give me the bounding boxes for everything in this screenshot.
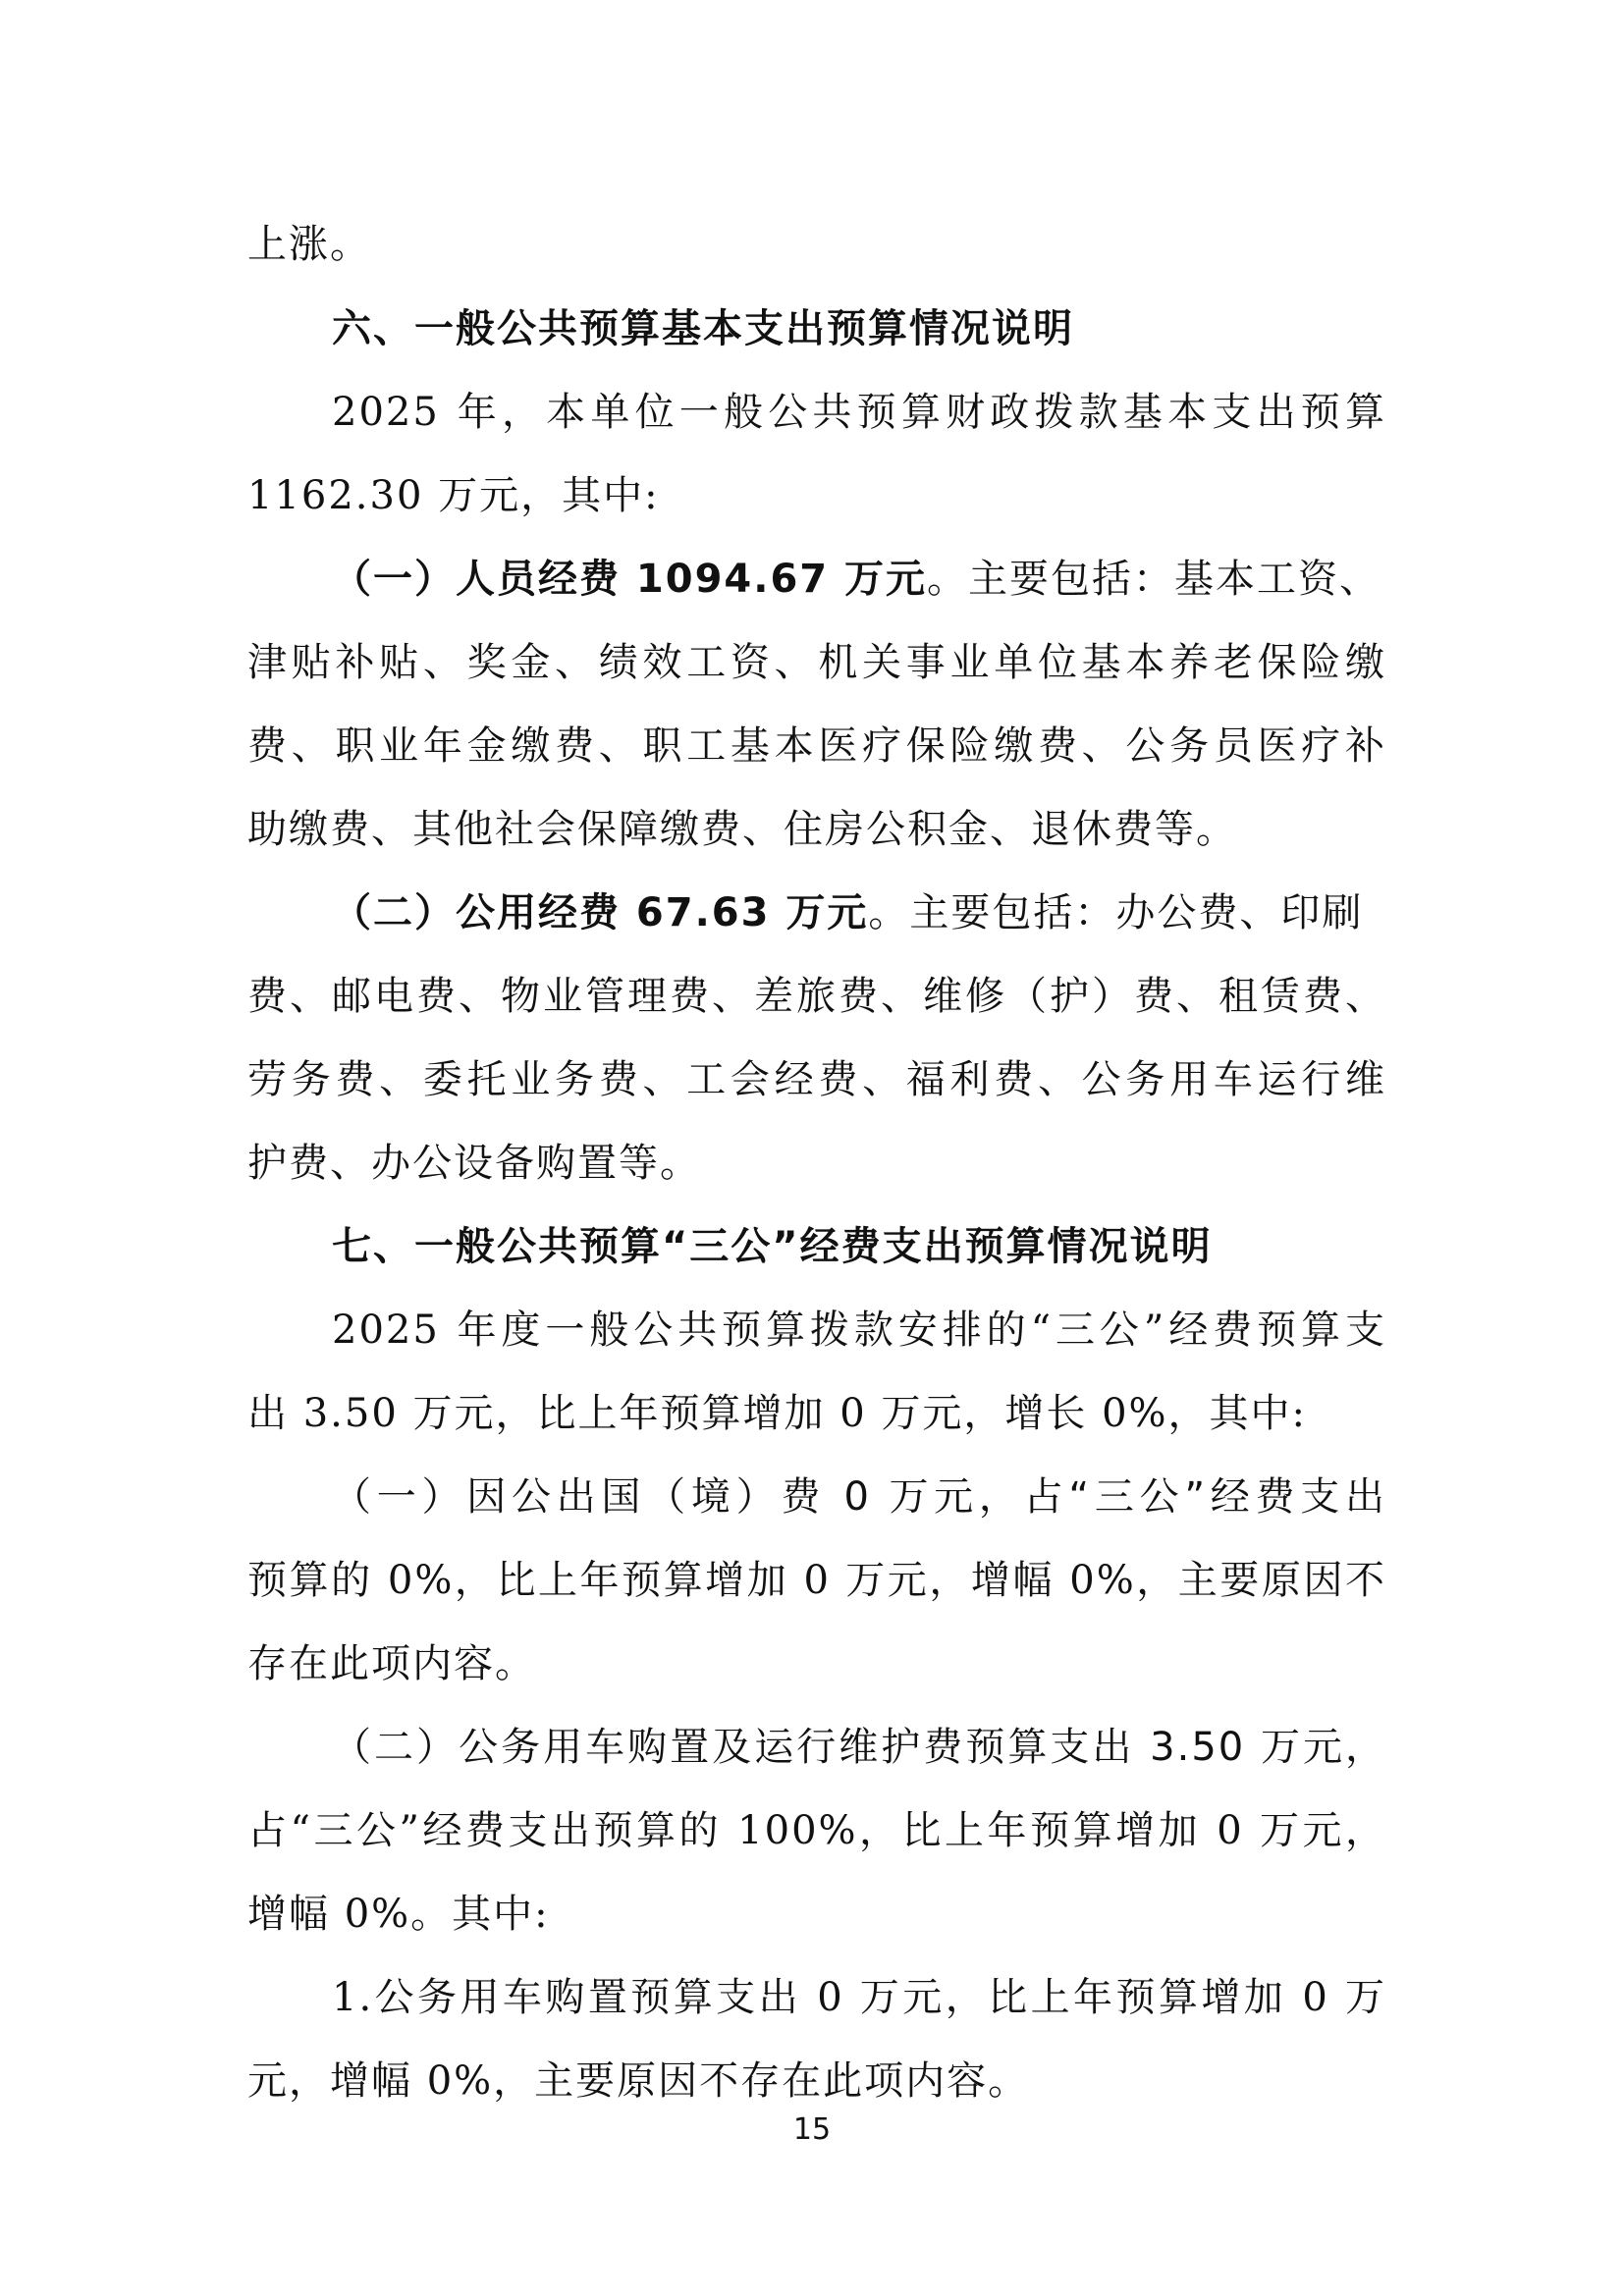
paragraph-line: 津贴补贴、奖金、绩效工资、机关事业单位基本养老保险缴 <box>247 640 1386 685</box>
paragraph-line: 1162.30 万元，其中: <box>247 473 660 518</box>
paragraph-line: 元，增幅 0%，主要原因不存在此项内容。 <box>247 2058 1030 2104</box>
public-expense-detail: 。主要包括：办公费、印刷 <box>868 890 1364 935</box>
section-heading-6: 六、一般公共预算基本支出预算情况说明 <box>332 306 1074 351</box>
paragraph-line: 占“三公”经费支出预算的 100%，比上年预算增加 0 万元， <box>247 1808 1386 1853</box>
paragraph-line: 劳务费、委托业务费、工会经费、福利费、公务用车运行维 <box>247 1057 1386 1102</box>
paragraph-line: （二）公务用车购置及运行维护费预算支出 3.50 万元， <box>332 1725 1386 1770</box>
paragraph-line: 增幅 0%。其中: <box>247 1892 550 1937</box>
personnel-expense-label: （一）人员经费 1094.67 万元 <box>332 557 928 602</box>
paragraph-line: （一）因公出国（境）费 0 万元，占“三公”经费支出 <box>332 1474 1386 1520</box>
paragraph-line: 预算的 0%，比上年预算增加 0 万元，增幅 0%，主要原因不 <box>247 1558 1386 1603</box>
page-number: 15 <box>792 2112 832 2147</box>
text-line-continuation: 上涨。 <box>247 222 371 267</box>
paragraph-line: 出 3.50 万元，比上年预算增加 0 万元，增长 0%，其中: <box>247 1391 1308 1436</box>
paragraph-line: 费、邮电费、物业管理费、差旅费、维修（护）费、租赁费、 <box>247 974 1386 1019</box>
public-expense-label: （二）公用经费 67.63 万元 <box>332 890 869 935</box>
paragraph-line: 2025 年度一般公共预算拨款安排的“三公”经费预算支 <box>332 1308 1386 1353</box>
section-heading-7: 七、一般公共预算“三公”经费支出预算情况说明 <box>332 1224 1213 1269</box>
paragraph-line: 护费、办公设备购置等。 <box>247 1141 701 1186</box>
paragraph-line: 费、职业年金缴费、职工基本医疗保险缴费、公务员医疗补 <box>247 723 1386 769</box>
paragraph-line: 存在此项内容。 <box>247 1641 536 1686</box>
personnel-expense-detail: 。主要包括：基本工资、 <box>927 557 1381 602</box>
paragraph-line: 1.公务用车购置预算支出 0 万元，比上年预算增加 0 万 <box>332 1975 1386 2020</box>
personnel-expense-line <box>332 550 1386 609</box>
paragraph-line: 助缴费、其他社会保障缴费、住房公积金、退休费等。 <box>247 807 1237 852</box>
public-expense-line <box>332 883 1386 942</box>
paragraph-line: 2025 年，本单位一般公共预算财政拨款基本支出预算 <box>332 390 1386 435</box>
